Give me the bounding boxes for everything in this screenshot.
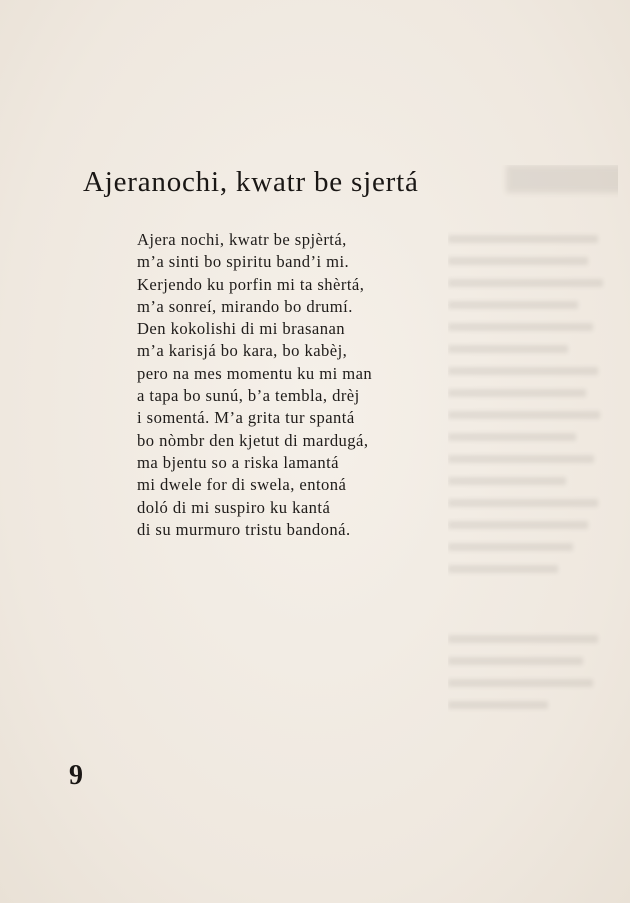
bleed-through-line: [448, 257, 588, 265]
bleed-through-text: [448, 165, 618, 725]
bleed-through-line: [448, 635, 598, 643]
poem-line: pero na mes momentu ku mi man: [137, 363, 373, 383]
bleed-through-line: [448, 565, 558, 573]
bleed-through-title: [506, 165, 618, 193]
poem-line: Ajera nochi, kwatr be spjèrtá,: [137, 230, 347, 249]
poem-line: mi dwele for di swela, entoná: [137, 475, 347, 495]
bleed-through-line: [448, 345, 568, 353]
bleed-through-line: [448, 411, 600, 419]
bleed-through-line: [448, 679, 593, 687]
poem-line: di su murmuro tristu bandoná.: [137, 519, 351, 539]
bleed-through-line: [448, 455, 594, 463]
poem-line: m’a karisjá bo kara, bo kabèj,: [137, 341, 348, 361]
bleed-through-line: [448, 235, 598, 243]
poem-line: doló di mi suspiro ku kantá: [137, 497, 331, 517]
bleed-through-line: [448, 521, 588, 529]
poem-line: i somentá. M’a grita tur spantá: [137, 408, 355, 428]
poem-line: m’a sonreí, mirando bo drumí.: [137, 296, 353, 316]
bleed-through-line: [448, 477, 566, 485]
poem-line: a tapa bo sunú, b’a tembla, drèj: [137, 386, 360, 406]
poem-line: m’a sinti bo spiritu band’i mi.: [137, 252, 350, 272]
bleed-through-line: [448, 657, 583, 665]
poem-line: ma bjentu so a riska lamantá: [137, 452, 339, 472]
poem-line: Den kokolishi di mi brasanan: [137, 319, 346, 339]
bleed-through-line: [448, 279, 603, 287]
bleed-through-line: [448, 499, 598, 507]
bleed-through-line: [448, 701, 548, 709]
poem-line: bo nòmbr den kjetut di mardugá,: [137, 430, 369, 450]
bleed-through-line: [448, 389, 586, 397]
bleed-through-line: [448, 323, 593, 331]
poem-line: Kerjendo ku porfin mi ta shèrtá,: [137, 274, 365, 294]
poem-title: Ajeranochi, kwatr be sjertá: [83, 166, 419, 198]
poem-body: [137, 229, 372, 541]
bleed-through-line: [448, 543, 573, 551]
bleed-through-line: [448, 301, 578, 309]
page-number: 9: [69, 760, 83, 791]
bleed-through-line: [448, 433, 576, 441]
bleed-through-line: [448, 367, 598, 375]
